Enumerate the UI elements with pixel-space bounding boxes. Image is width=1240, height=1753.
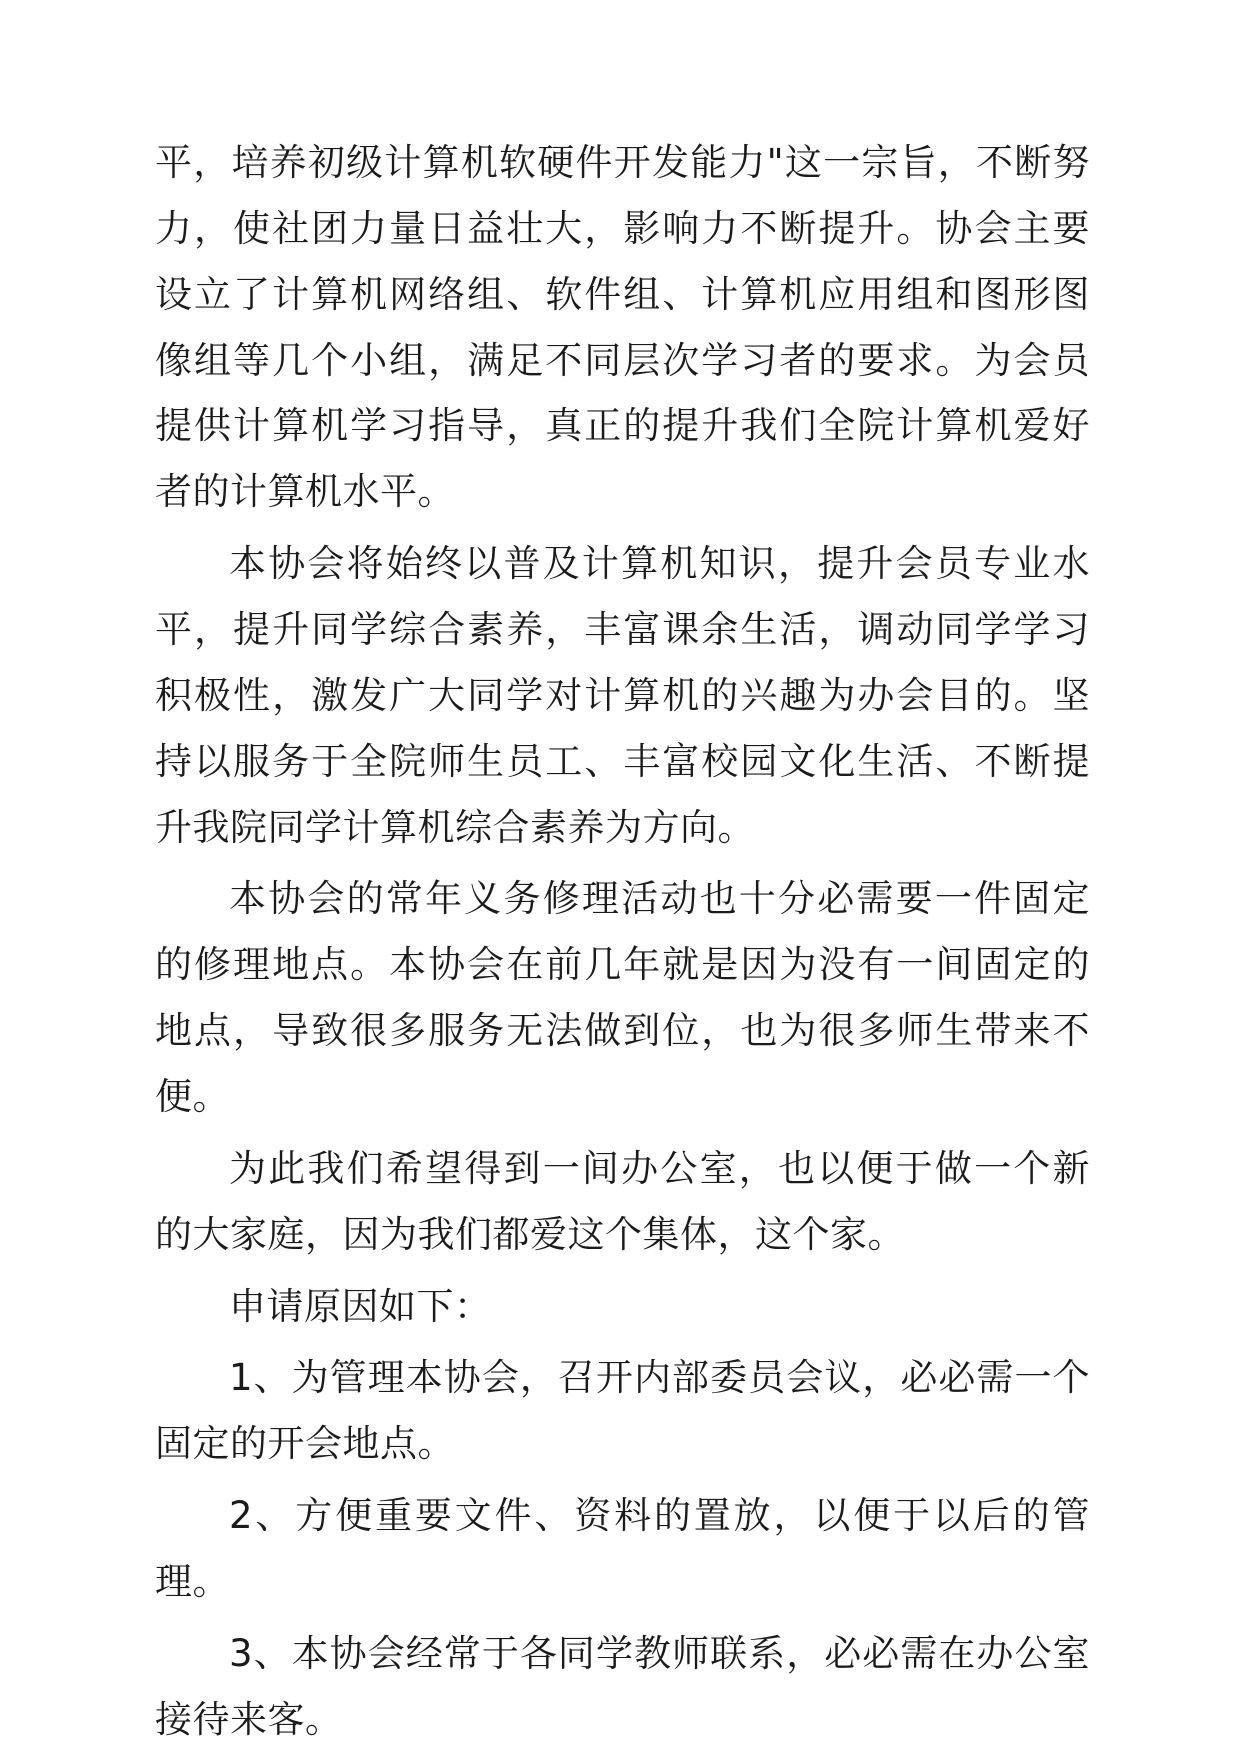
paragraph-4: 为此我们希望得到一间办公室，也以便于做一个新的大家庭，因为我们都爱这个集体，这个家。 (155, 1146, 1090, 1256)
document-body (155, 130, 1090, 1753)
paragraph-2: 本协会将始终以普及计算机知识，提升会员专业水平，提升同学综合素养，丰富课余生活，调动同学学习积极性，激发广大同学对计算机的兴趣为办会目的。坚持以服务于全院师生员工、丰富校园文化生活、不断提升我院同学计算机综合素养为方向。 (155, 542, 1090, 849)
paragraph-6-list-item-1: 1、为管理本协会，召开内部委员会议，必必需一个固定的开会地点。 (155, 1356, 1090, 1466)
paragraph-8-list-item-3: 3、本协会经常于各同学教师联系，必必需在办公室接待来客。 (155, 1631, 1090, 1741)
paragraph-3: 本协会的常年义务修理活动也十分必需要一件固定的修理地点。本协会在前几年就是因为没有一间固定的地点，导致很多服务无法做到位，也为很多师生带来不便。 (155, 877, 1090, 1119)
paragraph-1: 平，培养初级计算机软硬件开发能力"这一宗旨，不断努力，使社团力量日益壮大，影响力不断提升。协会主要设立了计算机网络组、软件组、计算机应用组和图形图像组等几个小组，满足不同层次学习者的要求。为会员提供计算机学习指导，真正的提升我们全院计算机爱好者的计算机水平。 (155, 141, 1090, 514)
paragraph-5-list-heading: 申请原因如下： (229, 1284, 492, 1328)
paragraph-7-list-item-2: 2、方便重要文件、资料的置放，以便于以后的管理。 (155, 1494, 1090, 1604)
